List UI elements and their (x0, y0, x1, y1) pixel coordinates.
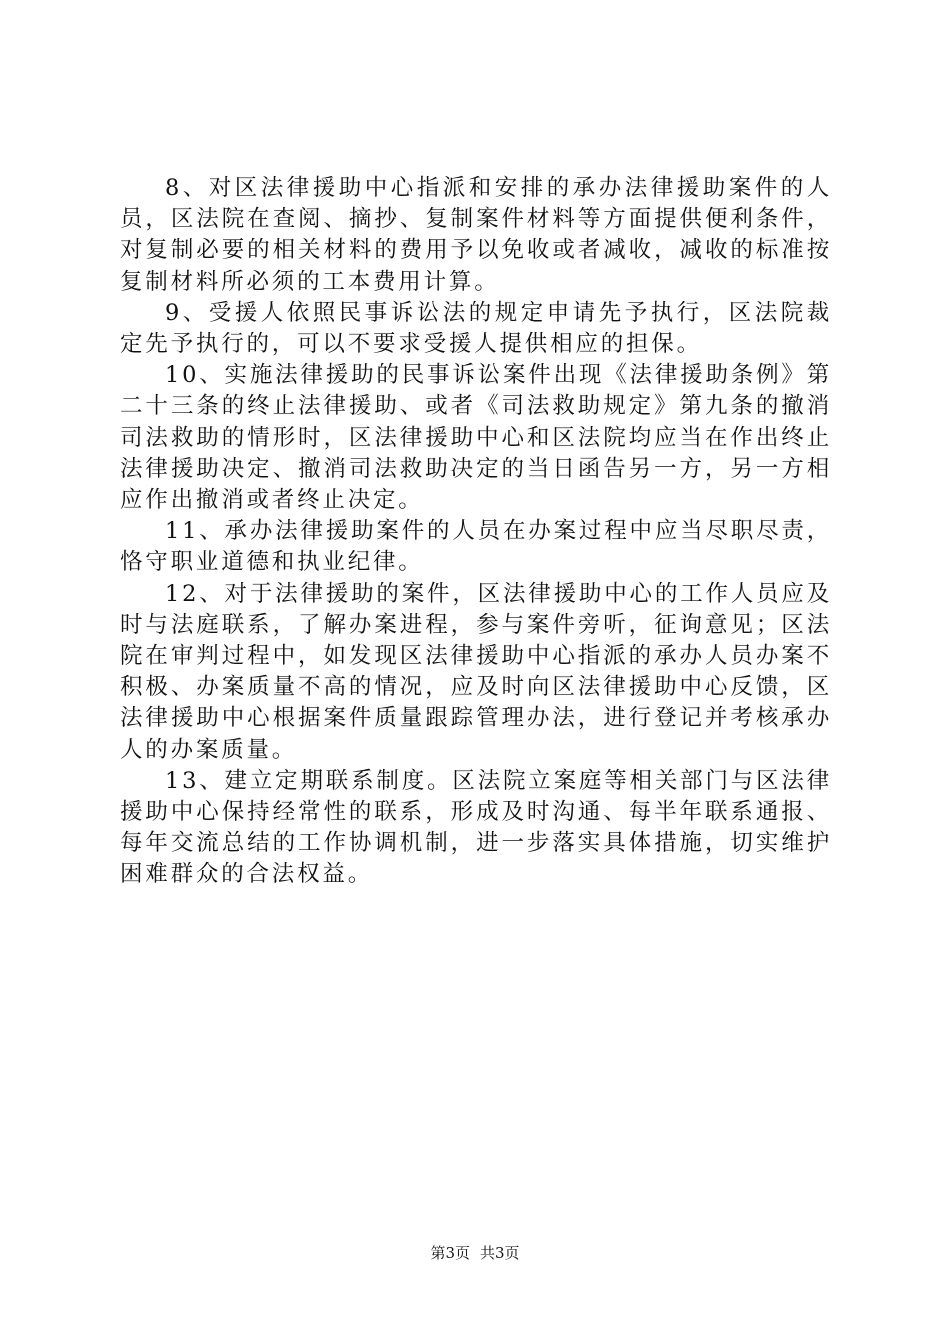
paragraph-item-11: 11、承办法律援助案件的人员在办案过程中应当尽职尽责，恪守职业道德和执业纪律。 (120, 518, 832, 576)
paragraph-item-13: 13、建立定期联系制度。区法院立案庭等相关部门与区法律援助中心保持经常性的联系，形成及时沟通、每半年联系通报、每年交流总结的工作协调机制，进一步落实具体措施，切实维护困难群众的合法权益。 (120, 767, 832, 888)
paragraph-item-8: 8、对区法律援助中心指派和安排的承办法律援助案件的人员，区法院在查阅、摘抄、复制案件材料等方面提供便利条件，对复制必要的相关材料的费用予以免收或者减收，减收的标准按复制材料所必须的工本费用计算。 (120, 175, 832, 295)
paragraph-item-9: 9、受援人依照民事诉讼法的规定申请先予执行，区法院裁定先予执行的，可以不要求受援人提供相应的担保。 (120, 299, 832, 358)
document-body (120, 173, 832, 891)
page-footer (0, 1243, 950, 1263)
page-number-current: 第3页 (430, 1244, 470, 1262)
page-number-total: 共3页 (480, 1244, 520, 1262)
paragraph-item-10: 10、实施法律援助的民事诉讼案件出现《法律援助条例》第二十三条的终止法律援助、或者《司法救助规定》第九条的撤消司法救助的情形时，区法律援助中心和区法院均应当在作出终止法律援助决定、撤消司法救助决定的当日函告另一方，另一方相应作出撤消或者终止决定。 (120, 362, 832, 514)
paragraph-item-12: 12、对于法律援助的案件，区法律援助中心的工作人员应及时与法庭联系，了解办案进程，参与案件旁听，征询意见；区法院在审判过程中，如发现区法律援助中心指派的承办人员办案不积极、办案质量不高的情况，应及时向区法律援助中心反馈，区法律援助中心根据案件质量跟踪管理办法，进行登记并考核承办人的办案质量。 (120, 580, 832, 763)
